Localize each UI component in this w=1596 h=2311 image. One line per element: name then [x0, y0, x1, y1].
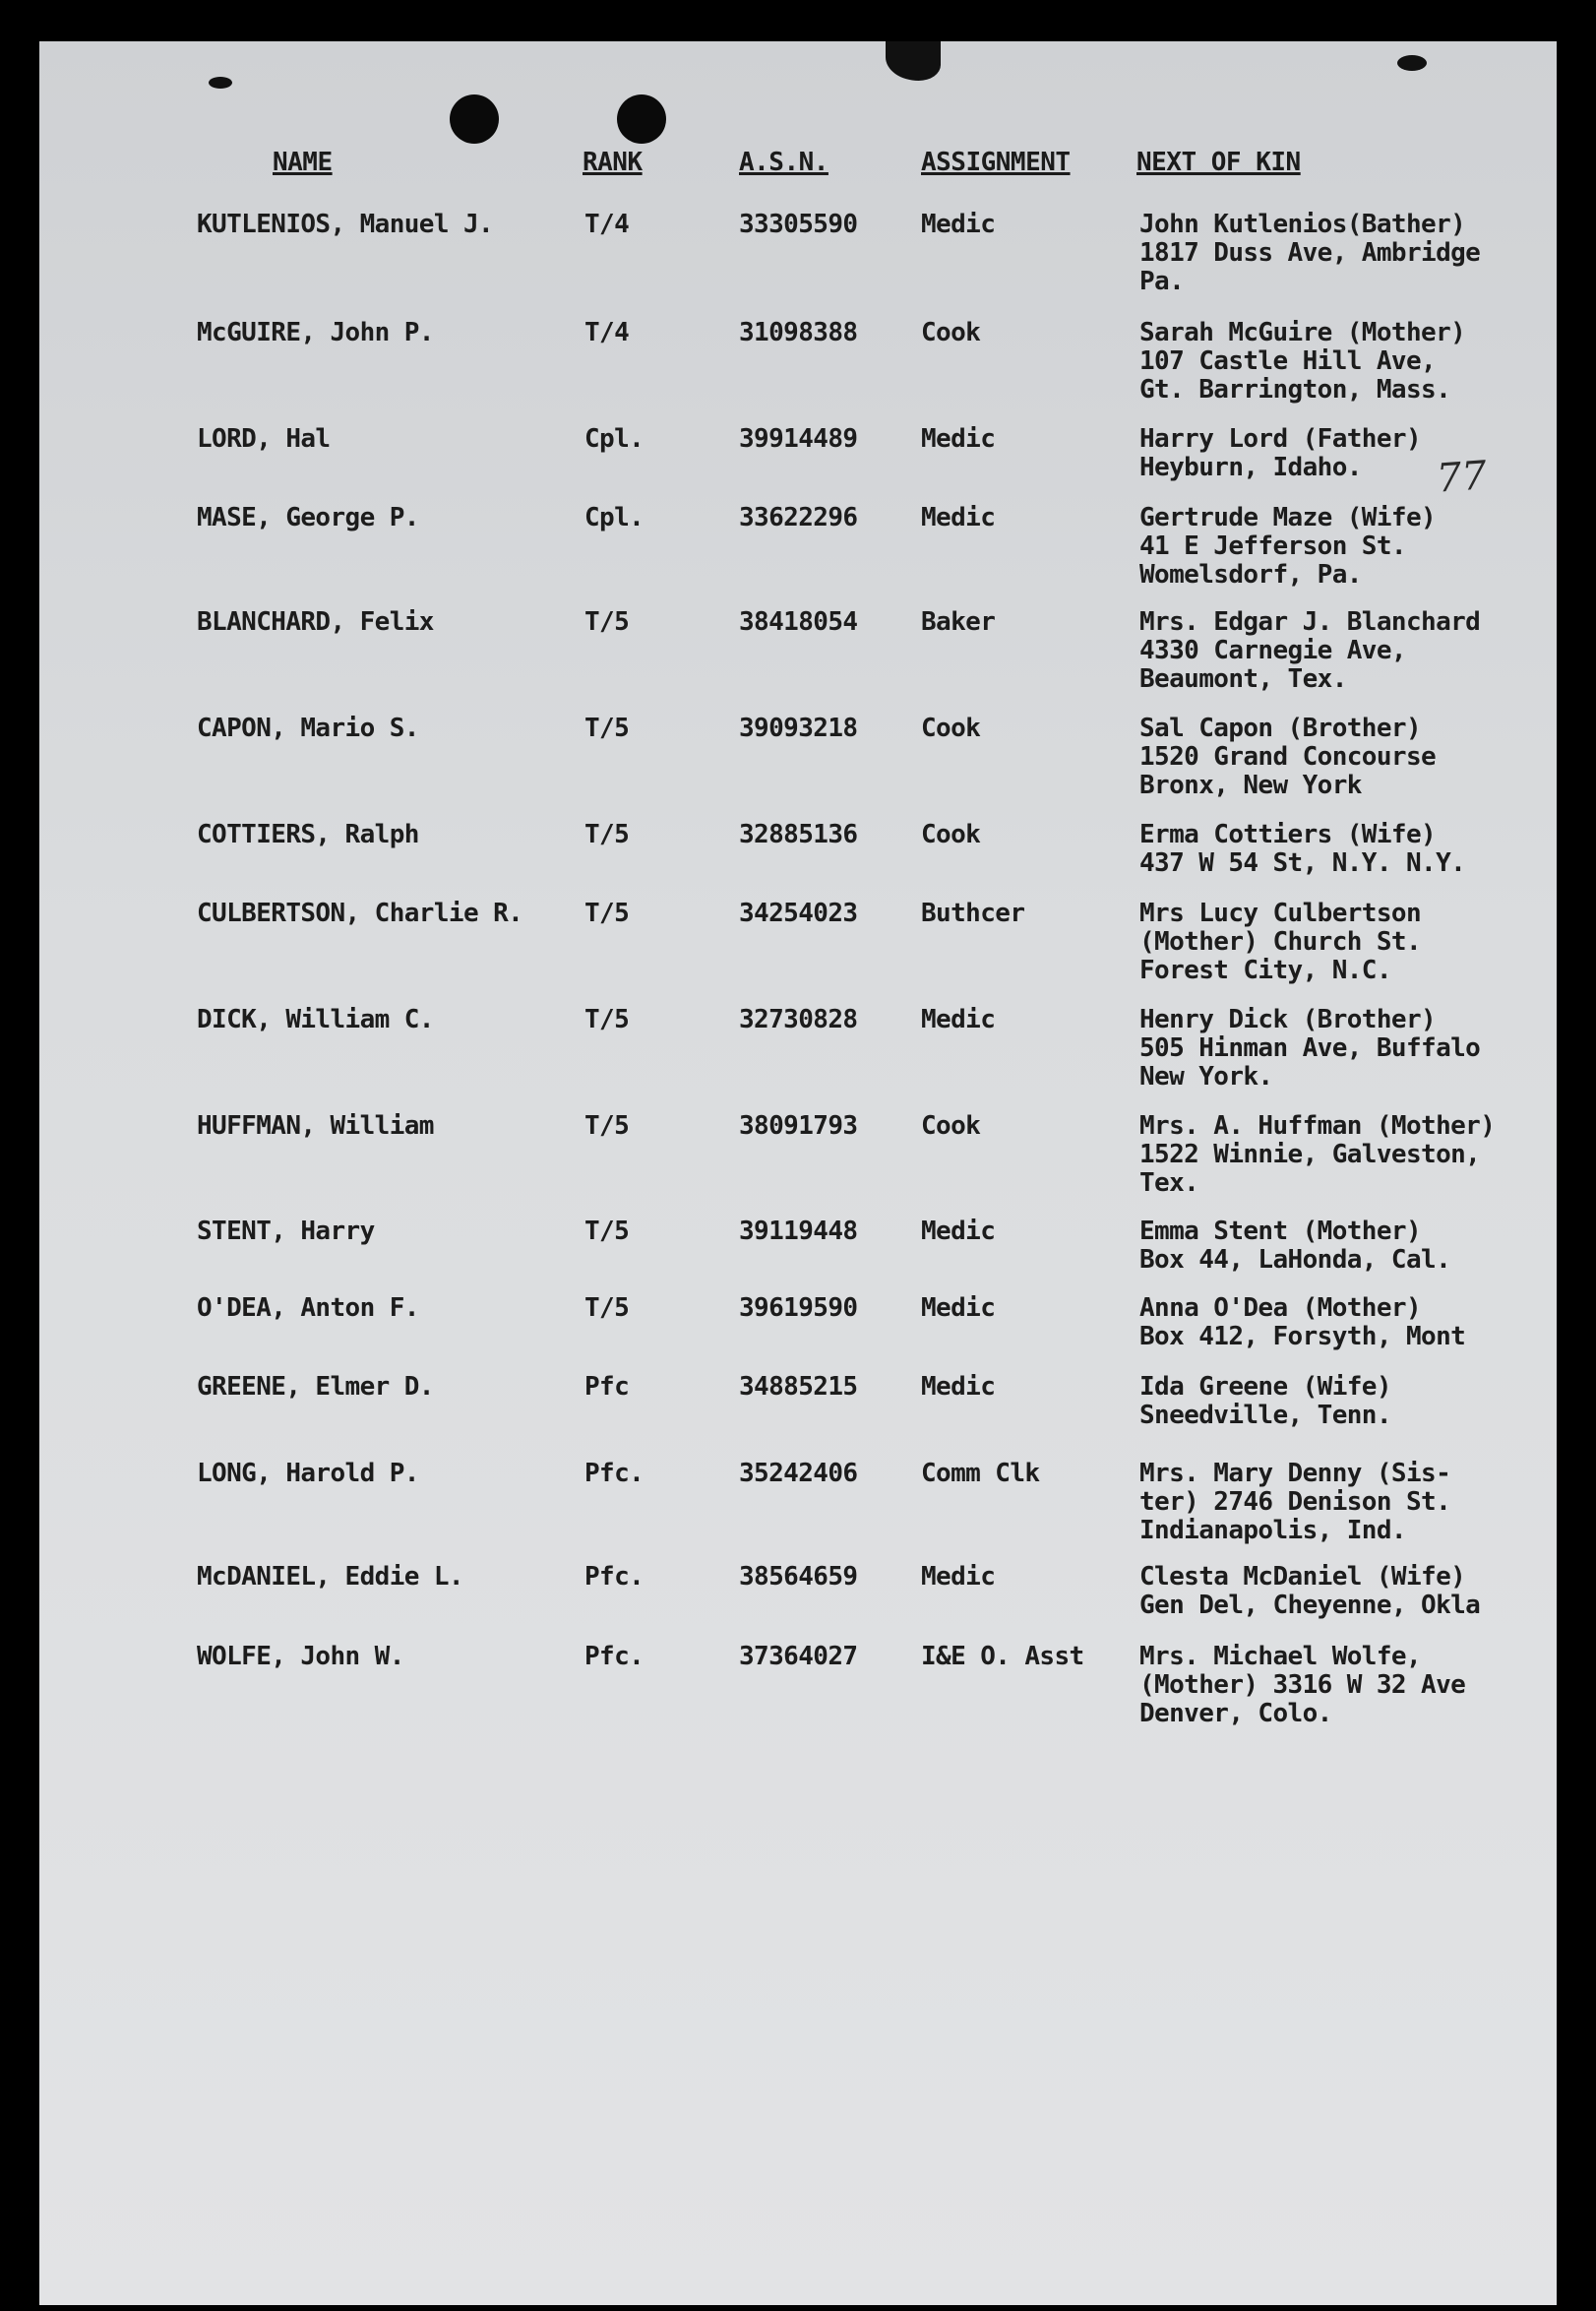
cell-rank: Pfc.: [584, 1459, 645, 1488]
cell-asn: 35242406: [739, 1459, 858, 1488]
cell-name: McDANIEL, Eddie L.: [197, 1562, 463, 1592]
cell-rank: T/5: [584, 1005, 630, 1034]
cell-assignment: Medic: [921, 503, 996, 532]
cell-rank: T/5: [584, 1217, 630, 1246]
next-of-kin-line: New York.: [1139, 1062, 1273, 1092]
cell-asn: 32885136: [739, 820, 858, 849]
cell-asn: 31098388: [739, 318, 858, 347]
cell-rank: T/4: [584, 210, 630, 239]
next-of-kin-line: John Kutlenios(Bather): [1139, 210, 1466, 239]
cell-name: KUTLENIOS, Manuel J.: [197, 210, 494, 239]
header-rank: RANK: [583, 148, 643, 177]
cell-rank: Pfc: [584, 1372, 630, 1402]
next-of-kin-line: Mrs. Mary Denny (Sis-: [1139, 1459, 1451, 1488]
cell-name: GREENE, Elmer D.: [197, 1372, 434, 1402]
cell-name: WOLFE, John W.: [197, 1642, 404, 1671]
next-of-kin-line: Sneedville, Tenn.: [1139, 1401, 1391, 1430]
next-of-kin-line: Denver, Colo.: [1139, 1699, 1332, 1728]
cell-name: DICK, William C.: [197, 1005, 434, 1034]
cell-rank: T/5: [584, 1111, 630, 1141]
next-of-kin-line: Heyburn, Idaho.: [1139, 453, 1362, 482]
next-of-kin-line: Harry Lord (Father): [1139, 424, 1422, 454]
cell-rank: Pfc.: [584, 1642, 645, 1671]
cell-rank: T/4: [584, 318, 630, 347]
next-of-kin-line: ter) 2746 Denison St.: [1139, 1487, 1451, 1517]
cell-rank: Cpl.: [584, 503, 645, 532]
next-of-kin-line: (Mother) 3316 W 32 Ave: [1139, 1670, 1466, 1700]
cell-next-of-kin: [1139, 1373, 1391, 1430]
cell-next-of-kin: [1139, 608, 1480, 694]
cell-asn: 34254023: [739, 899, 858, 928]
cell-name: BLANCHARD, Felix: [197, 607, 434, 637]
cell-next-of-kin: [1139, 1218, 1450, 1275]
next-of-kin-line: Box 412, Forsyth, Mont: [1139, 1322, 1466, 1351]
cell-name: LORD, Hal: [197, 424, 331, 454]
cell-next-of-kin: [1139, 504, 1436, 590]
cell-rank: T/5: [584, 899, 630, 928]
next-of-kin-line: Womelsdorf, Pa.: [1139, 560, 1362, 590]
next-of-kin-line: Sarah McGuire (Mother): [1139, 318, 1466, 347]
next-of-kin-line: Gt. Barrington, Mass.: [1139, 375, 1451, 405]
next-of-kin-line: Mrs. A. Huffman (Mother): [1139, 1111, 1496, 1141]
next-of-kin-line: Indianapolis, Ind.: [1139, 1516, 1406, 1545]
next-of-kin-line: Henry Dick (Brother): [1139, 1005, 1437, 1034]
cell-next-of-kin: [1139, 1006, 1480, 1092]
next-of-kin-line: 107 Castle Hill Ave,: [1139, 346, 1437, 376]
torn-edge-mark: [1397, 55, 1427, 71]
cell-name: MASE, George P.: [197, 503, 419, 532]
cell-next-of-kin: [1139, 821, 1465, 878]
cell-assignment: Medic: [921, 1217, 996, 1246]
cell-assignment: Cook: [921, 1111, 981, 1141]
cell-name: HUFFMAN, William: [197, 1111, 434, 1141]
cell-assignment: Medic: [921, 424, 996, 454]
cell-next-of-kin: [1139, 1643, 1465, 1728]
cell-next-of-kin: [1139, 211, 1480, 296]
next-of-kin-line: Tex.: [1139, 1168, 1199, 1198]
cell-name: CAPON, Mario S.: [197, 714, 419, 743]
cell-next-of-kin: [1139, 1563, 1480, 1620]
cell-rank: T/5: [584, 607, 630, 637]
torn-edge-mark: [209, 77, 232, 89]
cell-assignment: Comm Clk: [921, 1459, 1040, 1488]
cell-asn: 39093218: [739, 714, 858, 743]
cell-asn: 38418054: [739, 607, 858, 637]
next-of-kin-line: Pa.: [1139, 267, 1185, 296]
document-page: [39, 41, 1557, 2305]
cell-asn: 37364027: [739, 1642, 858, 1671]
next-of-kin-line: Erma Cottiers (Wife): [1139, 820, 1437, 849]
cell-assignment: Medic: [921, 1372, 996, 1402]
punch-hole-left: [450, 94, 499, 144]
next-of-kin-line: Gertrude Maze (Wife): [1139, 503, 1437, 532]
cell-asn: 38564659: [739, 1562, 858, 1592]
next-of-kin-line: Beaumont, Tex.: [1139, 664, 1347, 694]
next-of-kin-line: (Mother) Church St.: [1139, 927, 1422, 957]
next-of-kin-line: Sal Capon (Brother): [1139, 714, 1422, 743]
cell-assignment: Medic: [921, 1293, 996, 1323]
cell-rank: T/5: [584, 820, 630, 849]
cell-next-of-kin: [1139, 715, 1436, 800]
cell-name: LONG, Harold P.: [197, 1459, 419, 1488]
next-of-kin-line: Box 44, LaHonda, Cal.: [1139, 1245, 1451, 1275]
cell-assignment: Medic: [921, 210, 996, 239]
cell-rank: T/5: [584, 1293, 630, 1323]
header-assignment: ASSIGNMENT: [921, 148, 1071, 177]
next-of-kin-line: Anna O'Dea (Mother): [1139, 1293, 1422, 1323]
next-of-kin-line: Gen Del, Cheyenne, Okla: [1139, 1591, 1481, 1620]
punch-hole-right: [617, 94, 666, 144]
next-of-kin-line: 1522 Winnie, Galveston,: [1139, 1140, 1481, 1169]
next-of-kin-line: Emma Stent (Mother): [1139, 1217, 1422, 1246]
next-of-kin-line: Mrs. Edgar J. Blanchard: [1139, 607, 1481, 637]
next-of-kin-line: Mrs. Michael Wolfe,: [1139, 1642, 1422, 1671]
next-of-kin-line: 1520 Grand Concourse: [1139, 742, 1437, 772]
next-of-kin-line: 437 W 54 St, N.Y. N.Y.: [1139, 848, 1466, 878]
cell-name: COTTIERS, Ralph: [197, 820, 419, 849]
cell-assignment: Medic: [921, 1005, 996, 1034]
cell-rank: T/5: [584, 714, 630, 743]
cell-asn: 39619590: [739, 1293, 858, 1323]
cell-next-of-kin: [1139, 1112, 1495, 1198]
cell-next-of-kin: [1139, 1460, 1450, 1545]
cell-name: CULBERTSON, Charlie R.: [197, 899, 523, 928]
torn-edge-mark: [886, 41, 941, 81]
cell-asn: 33305590: [739, 210, 858, 239]
cell-asn: 32730828: [739, 1005, 858, 1034]
next-of-kin-line: Mrs Lucy Culbertson: [1139, 899, 1422, 928]
cell-next-of-kin: [1139, 1294, 1465, 1351]
cell-asn: 34885215: [739, 1372, 858, 1402]
next-of-kin-line: 4330 Carnegie Ave,: [1139, 636, 1406, 665]
cell-assignment: I&E O. Asst: [921, 1642, 1084, 1671]
cell-asn: 39914489: [739, 424, 858, 454]
next-of-kin-line: 41 E Jefferson St.: [1139, 531, 1406, 561]
header-next-of-kin: NEXT OF KIN: [1136, 148, 1301, 177]
cell-assignment: Cook: [921, 820, 981, 849]
cell-assignment: Buthcer: [921, 899, 1025, 928]
cell-assignment: Cook: [921, 714, 981, 743]
cell-rank: Cpl.: [584, 424, 645, 454]
cell-next-of-kin: [1139, 425, 1421, 482]
cell-asn: 39119448: [739, 1217, 858, 1246]
header-name: NAME: [273, 148, 333, 177]
handwritten-note: 77: [1435, 453, 1489, 502]
cell-name: McGUIRE, John P.: [197, 318, 434, 347]
cell-next-of-kin: [1139, 319, 1465, 405]
cell-asn: 38091793: [739, 1111, 858, 1141]
next-of-kin-line: 1817 Duss Ave, Ambridge: [1139, 238, 1481, 268]
next-of-kin-line: Clesta McDaniel (Wife): [1139, 1562, 1466, 1592]
cell-asn: 33622296: [739, 503, 858, 532]
cell-name: O'DEA, Anton F.: [197, 1293, 419, 1323]
cell-assignment: Baker: [921, 607, 996, 637]
next-of-kin-line: Ida Greene (Wife): [1139, 1372, 1391, 1402]
cell-assignment: Medic: [921, 1562, 996, 1592]
next-of-kin-line: 505 Hinman Ave, Buffalo: [1139, 1033, 1481, 1063]
cell-name: STENT, Harry: [197, 1217, 375, 1246]
cell-assignment: Cook: [921, 318, 981, 347]
next-of-kin-line: Bronx, New York: [1139, 771, 1362, 800]
cell-next-of-kin: [1139, 900, 1421, 985]
next-of-kin-line: Forest City, N.C.: [1139, 956, 1391, 985]
cell-rank: Pfc.: [584, 1562, 645, 1592]
header-asn: A.S.N.: [739, 148, 829, 177]
